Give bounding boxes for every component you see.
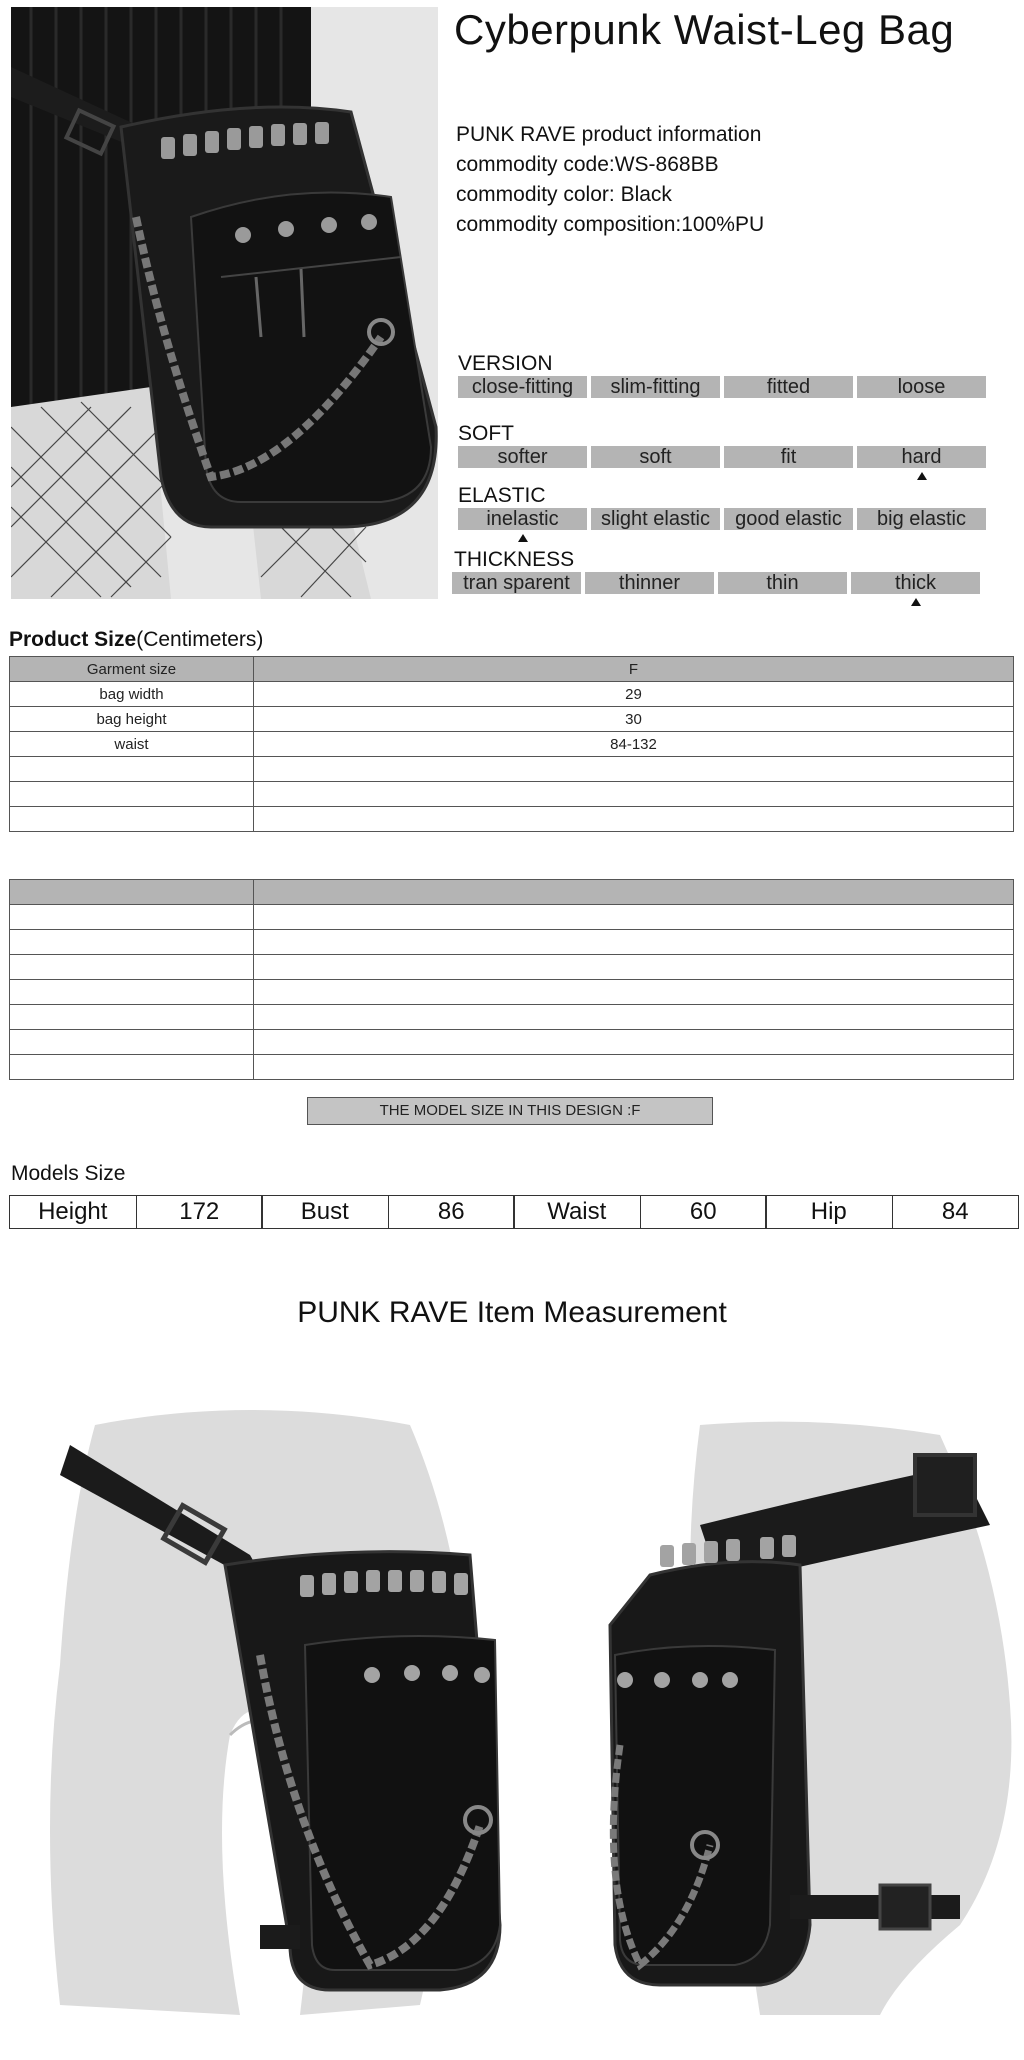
scale-option: slight elastic: [591, 508, 720, 530]
commodity-color: commodity color: Black: [456, 183, 672, 206]
header-cell: Garment size: [10, 657, 254, 682]
scale-option: softer: [458, 446, 587, 468]
models-size-title: Models Size: [11, 1162, 126, 1185]
commodity-code: commodity code:WS-868BB: [456, 153, 719, 176]
table-cell: [254, 757, 1014, 782]
selected-marker-icon: [917, 472, 927, 480]
mannequin-front-view: [50, 1410, 500, 2015]
table-cell: 84-132: [254, 732, 1014, 757]
table-row: [10, 732, 1014, 757]
scale-option: loose: [857, 376, 986, 398]
table-header-row: [10, 880, 1014, 905]
scale-version: [458, 376, 986, 398]
measure-label: Height: [38, 1198, 108, 1225]
table-cell: bag height: [10, 707, 254, 732]
commodity-composition: commodity composition:100%PU: [456, 213, 765, 236]
table-row: [10, 1005, 1014, 1030]
scale-soft: [458, 446, 986, 468]
scale-option: good elastic: [724, 508, 853, 530]
product-size-heading: Product Size(Centimeters): [9, 628, 264, 651]
scale-option-selected: hard: [857, 446, 986, 468]
table-row: [10, 955, 1014, 980]
measure-label: Bust: [300, 1198, 349, 1225]
mannequin-product-photos: [0, 1405, 1024, 2025]
product-title: Cyberpunk Waist-Leg Bag: [454, 6, 955, 53]
product-info: [456, 120, 764, 240]
model-measure-waist: [513, 1195, 767, 1229]
scale-option: soft: [591, 446, 720, 468]
table-cell: bag width: [10, 682, 254, 707]
table-row: [10, 682, 1014, 707]
model-measure-hip: [765, 1195, 1019, 1229]
measure-value: 84: [892, 1196, 1019, 1228]
scale-option: thinner: [585, 572, 714, 594]
selected-marker-icon: [911, 598, 921, 606]
model-measure-bust: [261, 1195, 515, 1229]
attr-label-version: VERSION: [458, 352, 553, 375]
table-row: [10, 930, 1014, 955]
measure-value: 172: [136, 1196, 263, 1228]
mannequin-side-view: [610, 1422, 1011, 2015]
scale-option: fit: [724, 446, 853, 468]
model-measure-height: [9, 1195, 263, 1229]
table-cell: 30: [254, 707, 1014, 732]
table-cell: [10, 782, 254, 807]
blank-size-table: [9, 879, 1014, 1080]
item-measurement-title: PUNK RAVE Item Measurement: [297, 1296, 727, 1329]
scale-option: fitted: [724, 376, 853, 398]
table-row: [10, 807, 1014, 832]
measure-value: 60: [640, 1196, 767, 1228]
size-table: [9, 656, 1014, 832]
table-row: [10, 905, 1014, 930]
attr-label-soft: SOFT: [458, 422, 514, 445]
scale-elastic: [458, 508, 986, 530]
table-cell: [254, 807, 1014, 832]
table-row: [10, 707, 1014, 732]
measure-label: Hip: [810, 1198, 847, 1225]
scale-option: thin: [718, 572, 847, 594]
selected-marker-icon: [518, 534, 528, 542]
table-cell: [10, 807, 254, 832]
table-cell: [254, 782, 1014, 807]
hero-product-photo: [11, 7, 438, 599]
measure-label: Waist: [547, 1198, 607, 1225]
table-cell: waist: [10, 732, 254, 757]
info-header: PUNK RAVE product information: [456, 123, 762, 146]
scale-option: close-fitting: [458, 376, 587, 398]
table-row: [10, 1055, 1014, 1080]
attr-label-elastic: ELASTIC: [458, 484, 546, 507]
table-header-row: [10, 657, 1014, 682]
measure-value: 86: [388, 1196, 515, 1228]
table-row: [10, 1030, 1014, 1055]
scale-option: big elastic: [857, 508, 986, 530]
scale-option-selected: thick: [851, 572, 980, 594]
scale-thickness: [452, 572, 980, 594]
scale-option-selected: inelastic: [458, 508, 587, 530]
attr-label-thickness: THICKNESS: [454, 548, 575, 571]
header-cell: F: [254, 657, 1014, 682]
scale-option: tran sparent: [452, 572, 581, 594]
table-row: [10, 980, 1014, 1005]
scale-option: slim-fitting: [591, 376, 720, 398]
table-row: [10, 782, 1014, 807]
table-cell: [10, 757, 254, 782]
table-cell: 29: [254, 682, 1014, 707]
table-row: [10, 757, 1014, 782]
model-size-banner: THE MODEL SIZE IN THIS DESIGN :F: [307, 1097, 713, 1125]
